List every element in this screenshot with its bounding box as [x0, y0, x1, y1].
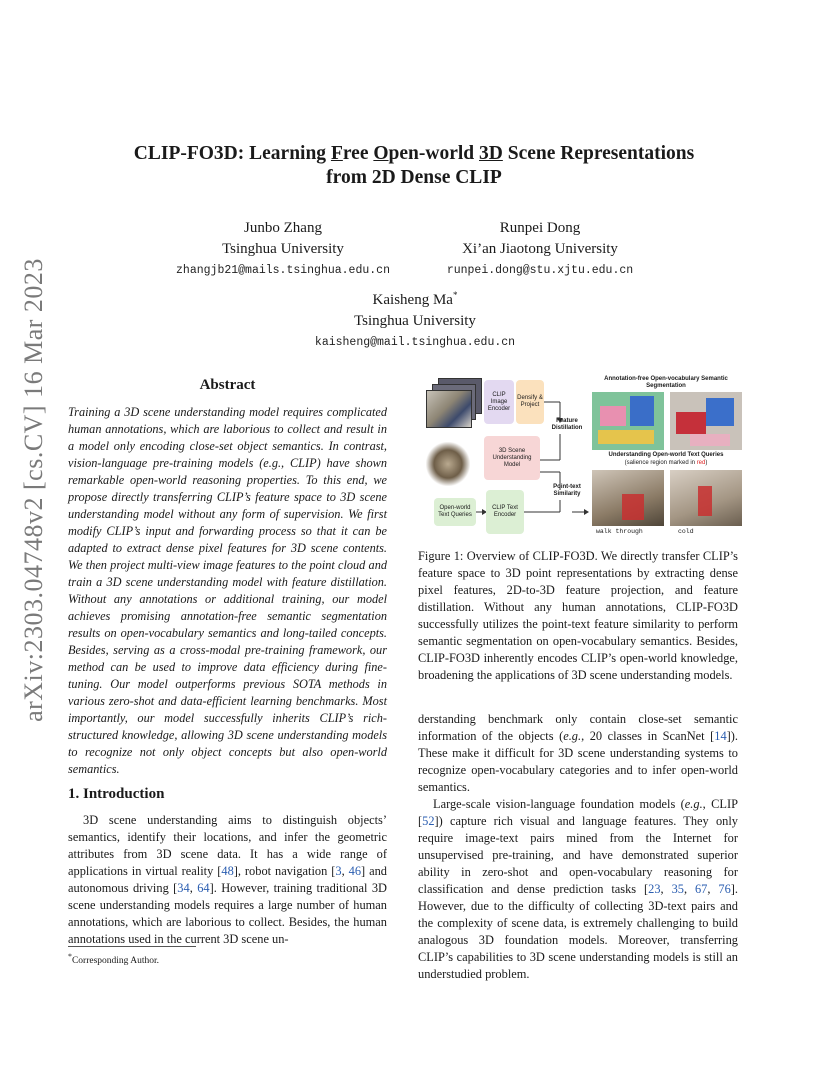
segmentation-title: Annotation-free Open-vocabulary Semantic Segmentation [604, 376, 728, 389]
query-label-walk-through: walk through [596, 528, 643, 535]
arxiv-stamp [14, 258, 54, 722]
clip-text-encoder-box: CLIP Text Encoder [486, 490, 524, 534]
author-name: Junbo Zhang [244, 220, 322, 236]
author-affiliation: Xi’an Jiaotong University [462, 241, 618, 257]
citation-link[interactable]: 14 [714, 729, 727, 743]
salience-note: (salience region marked in red) [624, 460, 708, 466]
author-block-2 [425, 218, 655, 281]
author-affiliation: Tsinghua University [354, 313, 476, 329]
intro-paragraph-1: 3D scene understanding aims to distinguish objects’ semantics, identify their locations, and infer the geometric attributes from 3D scene data. It has a wide range of applications in virtual reality [48], robot navigation [3, 46] and autonomous driving [34, 64]. However, training traditional 3D scene understanding models requires a large number of human annotations, which are laborious to collect. Besides, the human annotations used in the current 3D scene un- [68, 813, 387, 946]
citation-link[interactable]: 46 [348, 864, 362, 878]
scene-model-box: 3D Scene Understanding Model [484, 436, 540, 480]
citation-link[interactable]: 76 [718, 882, 731, 896]
citation-link[interactable]: 52 [422, 814, 435, 828]
segmentation-result-2 [670, 392, 742, 450]
query-result-cold [670, 470, 742, 526]
author-email[interactable]: runpei.dong@stu.xjtu.edu.cn [446, 264, 634, 277]
segmentation-result-1 [592, 392, 664, 450]
citation-link[interactable]: 3 [335, 864, 342, 878]
point-cloud-thumbnail [426, 442, 470, 486]
intro-left-column [68, 812, 387, 948]
query-label-cold: cold [678, 528, 694, 535]
citation-link[interactable]: 48 [221, 864, 234, 878]
citation-link[interactable]: 67 [694, 882, 708, 896]
title-line-1: CLIP-FO3D: Learning Free Open-world 3D Scene Representations [133, 143, 695, 164]
citation-link[interactable]: 64 [197, 881, 210, 895]
author-email[interactable]: kaisheng@mail.tsinghua.edu.cn [314, 336, 516, 349]
figure-1-caption: Figure 1: Overview of CLIP-FO3D. We directly transfer CLIP’s feature space to 3D point representations by extracting dense pixel features, 2D-to-3D feature projection, and feature distillation. Without any human annotations, CLIP-FO3D successfully utilizes the point-text feature similarity to perform semantic segmentation on open-vocabulary semantics. Besides, CLIP-FO3D inherently encodes CLIP’s open-world knowledge, broadening the applications of 3D scene understanding models. [418, 549, 738, 682]
author-email[interactable]: zhangjb21@mails.tsinghua.edu.cn [176, 264, 390, 277]
text-queries-title: Understanding Open-world Text Queries [608, 452, 724, 458]
abstract-heading: Abstract [199, 377, 256, 393]
footnote: *Corresponding Author. [68, 952, 160, 967]
author-block-1 [168, 218, 398, 281]
author-name: Kaisheng Ma* [372, 290, 458, 308]
densify-project-box: Densify & Project [516, 380, 544, 424]
feature-distillation-label: Feature Distillation [551, 418, 583, 431]
intro-heading: 1. Introduction [68, 786, 165, 802]
intro-right-column [418, 711, 738, 983]
author-affiliation: Tsinghua University [222, 241, 344, 257]
paper-title [0, 142, 828, 190]
title-line-2: from 2D Dense CLIP [326, 167, 502, 188]
citation-link[interactable]: 34 [177, 881, 190, 895]
intro-paragraph-2: Large-scale vision-language foundation models (e.g., CLIP [52]) capture rich visual and language features. They only require image-text pairs mined from the Internet for unsupervised pre-training, and have demonstrated superior ability in zero-shot and open-vocabulary reasoning for classification and dense prediction tasks [23, 35, 67, 76]. However, due to the difficulty of collecting 3D-text pairs and the complexity of scene data, is extremely challenging to build analogous 3D foundation models. Moreover, transferring CLIP’s capabilities to 3D scene understanding models is still an understudied problem. [418, 797, 738, 981]
citation-link[interactable]: 35 [671, 882, 684, 896]
text-queries-box: Open-world Text Queries [434, 498, 476, 526]
intro-paragraph-1-cont: derstanding benchmark only contain close-set semantic information of the objects (e.g., 20 classes in ScanNet [14]). These make it difficult for 3D scene understanding systems to recognize open-vocabulary categories and to infer open-world semantics. [418, 712, 738, 794]
abstract-text: Training a 3D scene understanding model requires complicated human annotations, which are laborious to collect and result in a model only encoding close-set object semantics. In contrast, vision-language pre-training models (e.g., CLIP) have shown remarkable open-world reasoning properties. To this end, we propose directly transferring CLIP’s feature space to 3D scene understanding model without any form of supervision. We first modify CLIP’s input and forwarding process so that it can be adapted to extract dense pixel features for 3D scene contents. We then project multi-view image features to the point cloud and train a 3D scene understanding model with feature distillation. Without any annotations or additional training, our model achieves promising annotation-free semantic segmentation results on open-vocabulary semantics and long-tailed concepts. Besides, serving as a cross-modal pre-training framework, our method can be used to improve data efficiency during fine-tuning. Our model outperforms previous SOTA methods in various zero-shot and data-efficient learning benchmarks. Most importantly, our model successfully inherits CLIP’s rich-structured knowledge, allowing 3D scene understanding models to recognize not only object concepts but also open-world semantics. [68, 405, 387, 776]
footnote-rule [68, 946, 196, 947]
author-name: Runpei Dong [499, 220, 581, 236]
clip-image-encoder-box: CLIP Image Encoder [484, 380, 514, 424]
citation-link[interactable]: 23 [648, 882, 661, 896]
point-text-similarity-label: Point-text Similarity [553, 484, 581, 497]
arxiv-id: arXiv:2303.04748v2 [cs.CV] 16 Mar 2023 [19, 258, 48, 722]
figure-1 [420, 372, 745, 540]
author-block-3 [290, 285, 540, 353]
query-result-walk-through [592, 470, 664, 526]
